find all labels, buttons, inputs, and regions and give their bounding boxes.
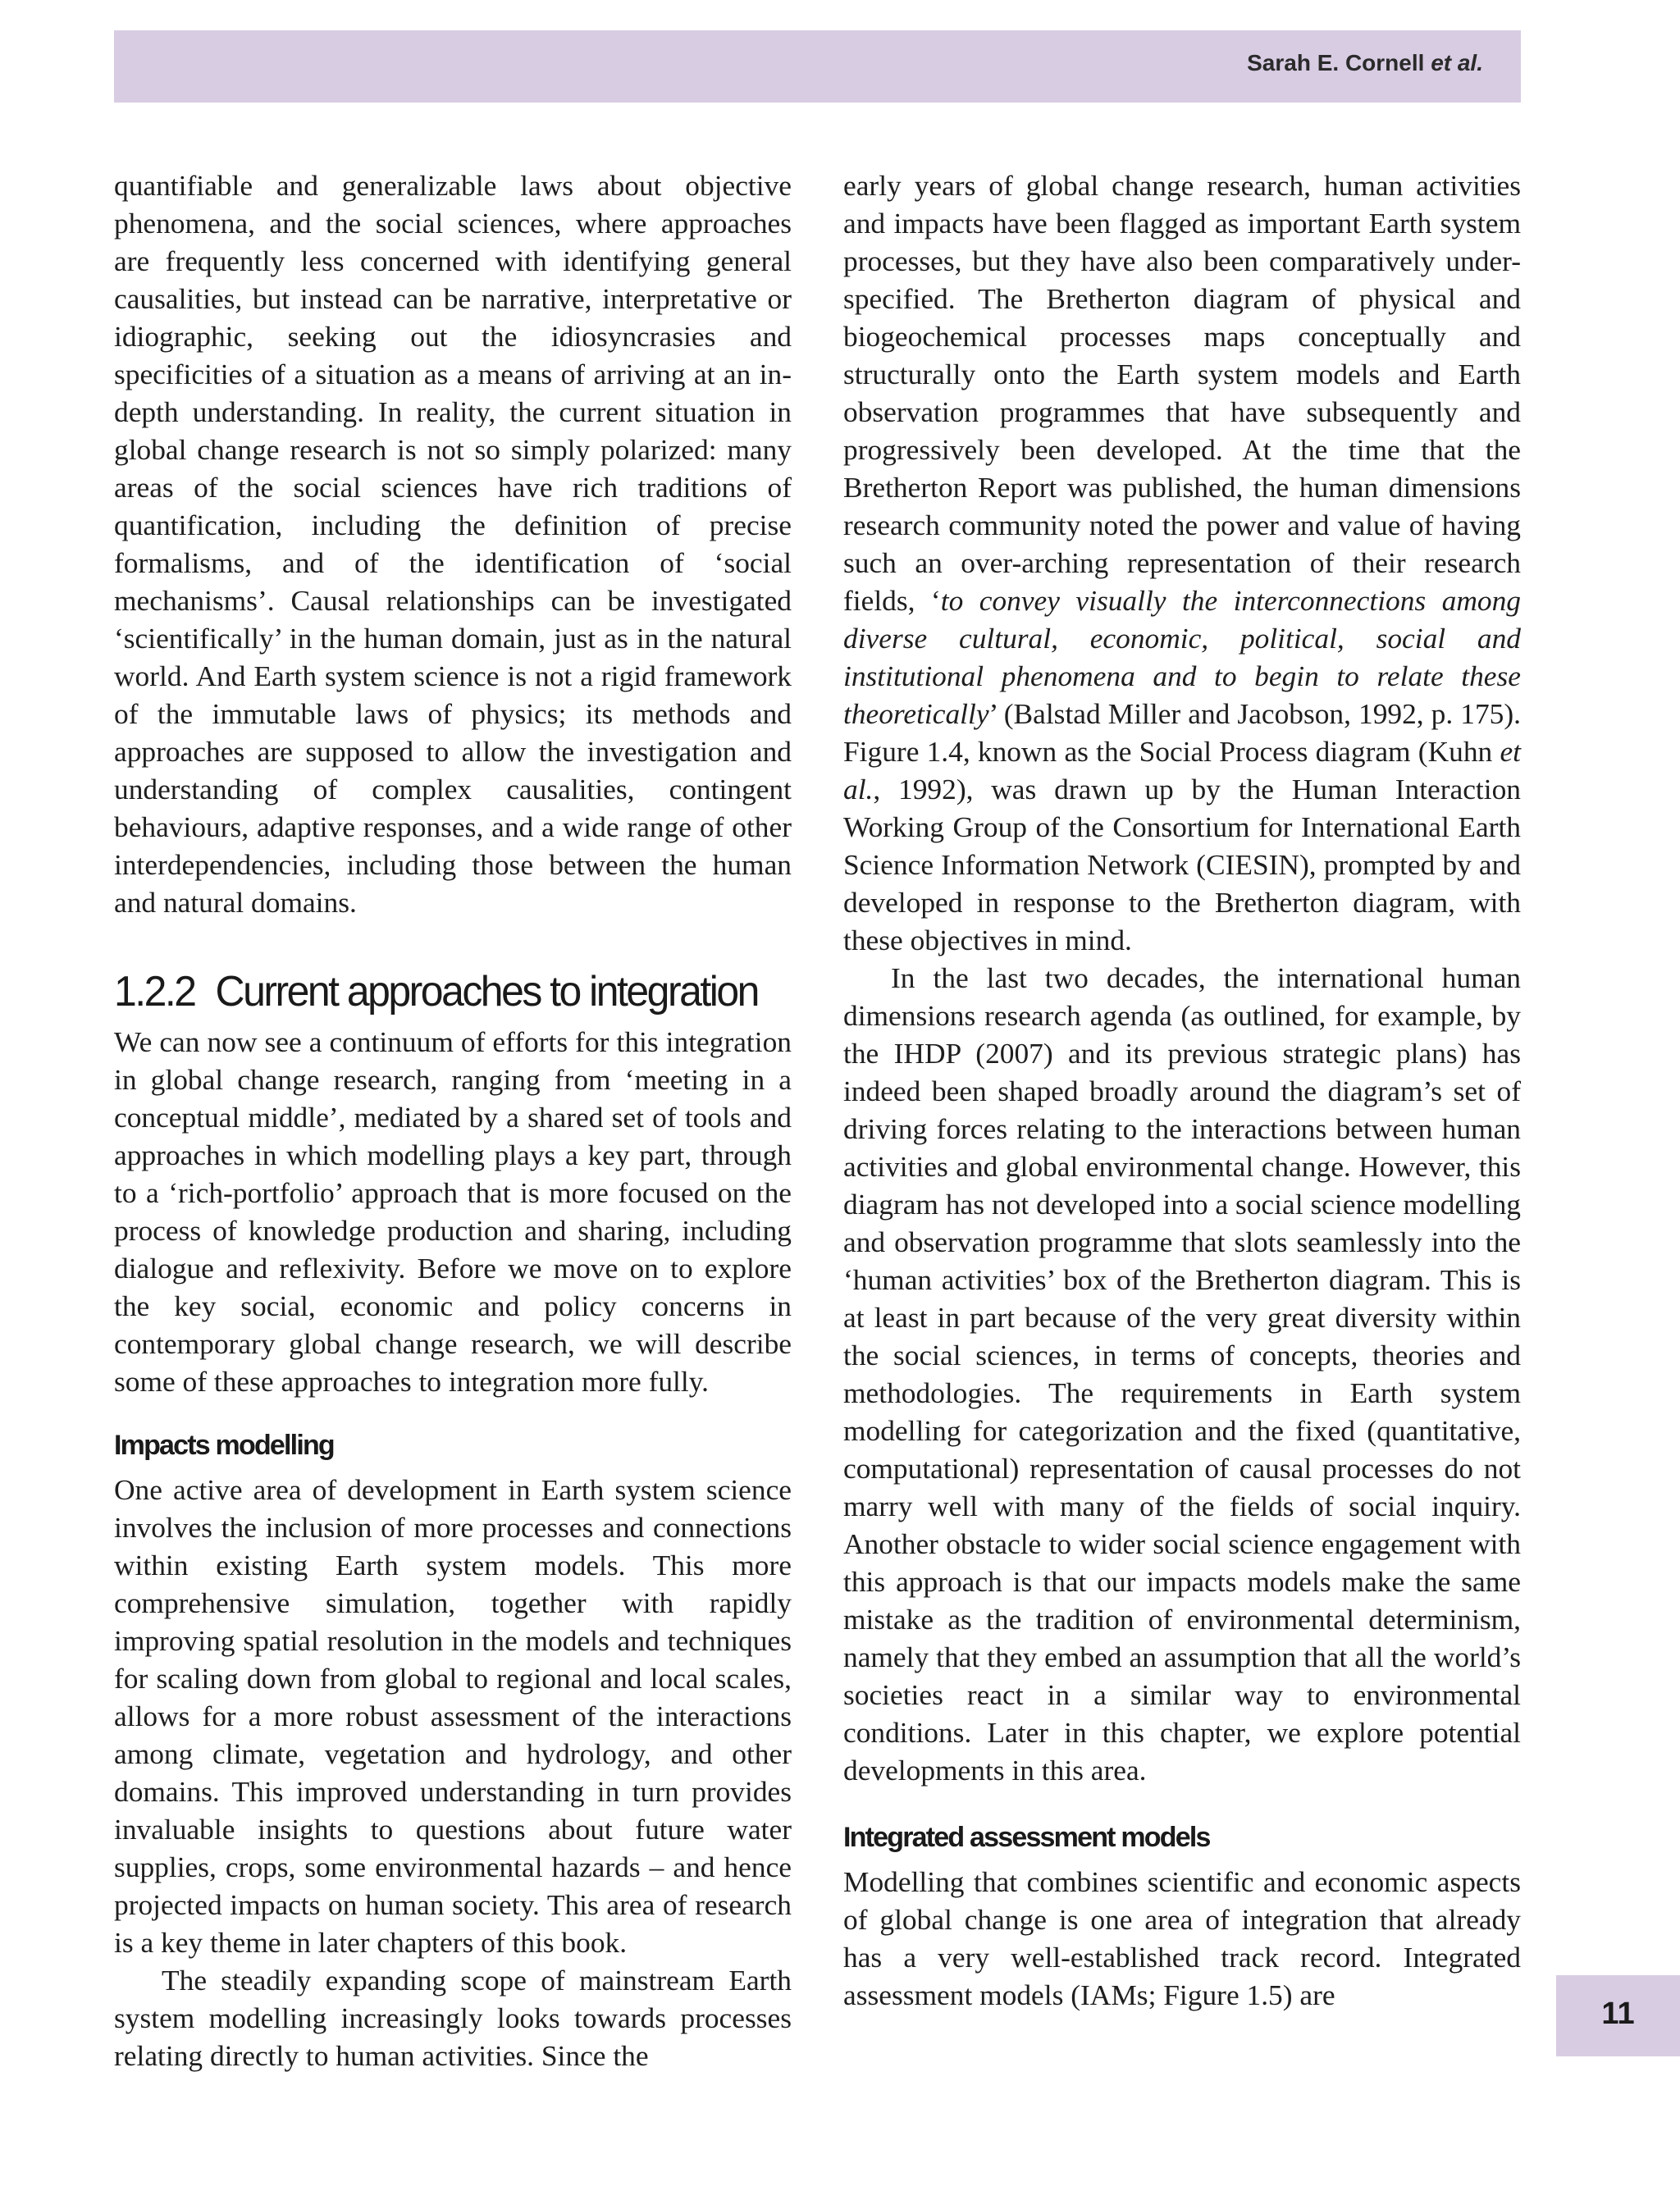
running-header-bar [114, 30, 1521, 103]
quotation: to convey visually the interconnections among diverse cultural, economic, political, social and institutional phenomena and to begin to relate these theoretically [843, 584, 1522, 730]
body-paragraph: The steadily expanding scope of mainstream Earth system modelling increasingly looks towards processes relating directly to human activities. Since the [114, 1964, 792, 2072]
right-column [843, 167, 1521, 2014]
page-number-tab [1556, 1975, 1680, 2056]
left-column [114, 167, 792, 2074]
section-heading [114, 967, 765, 1016]
body-paragraph: In the last two decades, the international human dimensions research agenda (as outlined, for example, by the IHDP (2007) and its previous strategic plans) has indeed been shaped broadly around the diagram’s set of driving forces relating to the interactions between human activities and global environmental change. However, this diagram has not developed into a social science modelling and observation programme that slots seamlessly into the ‘human activities’ box of the Bretherton diagram. This is at least in part because of the very great diversity within the social sciences, in terms of concepts, theories and methodologies. The requirements in Earth system modelling for categorization and the fixed (quantitative, computational) representation of causal processes do not marry well with many of the fields of social inquiry. Another obstacle to wider social science engagement with this approach is that our impacts models make the same mistake as the tradition of environmental determinism, namely that they embed an assumption that all the world’s societies react in a similar way to environmental conditions. Later in this chapter, we explore potential developments in this area. [843, 961, 1521, 1787]
section-title: Current approaches to integration [215, 968, 758, 1015]
body-paragraph: One active area of development in Earth system science involves the inclusion of more processes and connections within existing Earth system models. This more comprehensive simulation, together with rapidly improving spatial resolution in the models and techniques for scaling down from global to regional and local scales, allows for a more robust assessment of the interactions among climate, vegetation and hydrology, and other domains. This improved understanding in turn provides invaluable insights to questions about future water supplies, crops, some environmental hazards – and hence projected impacts on human society. This area of research is a key theme in later chapters of this book. [114, 1473, 792, 1959]
subsection-heading-integrated-assessment: Integrated assessment models [843, 1822, 1210, 1853]
page-number: 11 [1601, 1997, 1635, 2031]
body-paragraph: Modelling that combines scientific and economic aspects of global change is one area of integration that already has a very well-established track record. Integrated assessment models (IAMs; Figure 1.5) are [843, 1865, 1521, 2011]
subsection-heading-impacts-modelling: Impacts modelling [114, 1430, 334, 1461]
body-paragraph: early years of global change research, human activities and impacts have been flagged as important Earth system processes, but they have also been comparatively under-specified. The Bretherton diagram of physical and biogeochemical processes maps conceptually and structurally onto the Earth system models and Earth observation programmes that have subsequently and progressively been developed. At the time that the Bretherton Report was published, the human dimensions research community noted the power and value of having such an over-arching representation of their research fields, ‘to convey visually the interconnections among diverse cultural, economic, political, social and institutional phenomena and to begin to relate these theoretically’ (Balstad Miller and Jacobson, 1992, p. 175). Figure 1.4, known as the Social Process diagram (Kuhn et al., 1992), was drawn up by the Human Interaction Working Group of the Consortium for International Earth Science Information Network (CIESIN), prompted by and developed in response to the Bretherton diagram, with these objectives in mind. [843, 169, 1522, 956]
section-number: 1.2.2 [114, 968, 195, 1015]
body-paragraph: quantifiable and generalizable laws about objective phenomena, and the social sciences, where approaches are frequently less concerned with identifying general causalities, but instead can be narrative, interpretative or idiographic, seeking out the idiosyncrasies and specificities of a situation as a means of arriving at an in-depth understanding. In reality, the current situation in global change research is not so simply polarized: many areas of the social sciences have rich traditions of quantification, including the definition of precise formalisms, and of the identification of ‘social mechanisms’. Causal relationships can be investigated ‘scientifically’ in the human domain, just as in the natural world. And Earth system science is not a rigid framework of the immutable laws of physics; its methods and approaches are supposed to allow the investigation and understanding of complex causalities, contingent behaviours, adaptive responses, and a wide range of other interdependencies, including those between the human and natural domains. [114, 169, 792, 919]
running-header-author: Sarah E. Cornell et al. [1247, 50, 1483, 75]
body-paragraph: We can now see a continuum of efforts for this integration in global change research, ranging from ‘meeting in a conceptual middle’, mediated by a shared set of tools and approaches in which modelling plays a key part, through to a ‘rich-portfolio’ approach that is more focused on the process of knowledge production and sharing, including dialogue and reflexivity. Before we move on to explore the key social, economic and policy concerns in contemporary global change research, we will describe some of these approaches to integration more fully. [114, 1025, 792, 1398]
